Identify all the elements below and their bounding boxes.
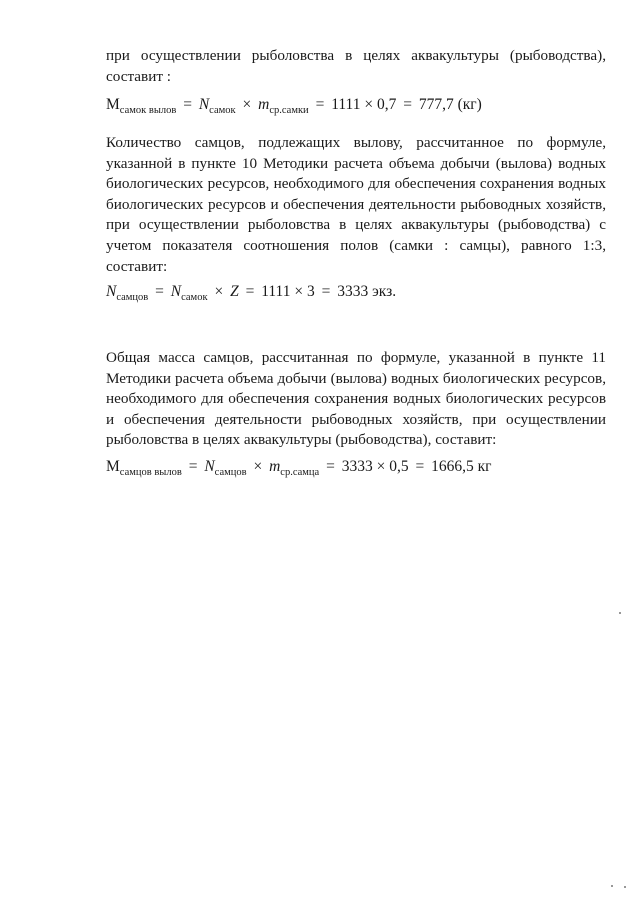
formula-female-mass <box>106 96 482 114</box>
formula-male-count <box>106 283 396 301</box>
formula-variable-n: N <box>204 458 215 475</box>
formula-variable-m: m <box>269 458 281 475</box>
formula-lhs-subscript: самок вылов <box>119 105 177 116</box>
paragraph-male-mass: Общая масса самцов, рассчитанная по формуле, указанной в пункте 11 Методики расчета объема добычи (вылова) водных биологических ресурсов, необходимого для обеспечения сохранения водных биологических ресурсов и обеспечения деятельности рыбоводных хозяйств, при осуществлении рыболовства в целях аквакультуры (рыбоводства), составит: <box>106 349 606 449</box>
paragraph-intro-continuation: при осуществлении рыболовства в целях аквакультуры (рыбоводства), составит : <box>106 47 606 85</box>
formula-lhs: М <box>106 96 120 113</box>
equals-sign: = <box>245 283 255 300</box>
scan-artifact-dot <box>619 612 621 614</box>
equals-sign: = <box>326 458 335 475</box>
equals-sign: = <box>415 458 425 475</box>
formula-variable-m: m <box>258 96 270 113</box>
formula-result: 1666,5 <box>431 458 474 475</box>
formula-result: 3333 <box>337 283 369 300</box>
formula-variable-m-subscript: ср.самки <box>269 105 309 116</box>
formula-variable-n-subscript: самцов <box>214 467 247 478</box>
equals-sign: = <box>183 96 192 113</box>
formula-variable-n-subscript: самок <box>181 292 208 303</box>
formula-result: 777,7 <box>418 96 454 113</box>
paragraph-male-count: Количество самцов, подлежащих вылову, рассчитанное по формуле, указанной в пункте 10 Методики расчета объема добычи (вылова) водных биологических ресурсов, необходимого для обеспечения сохранения водных биологических ресурсов и обеспечения деятельности рыбоводных хозяйств, при осуществлении рыболовства в целях аквакультуры (рыбоводства) с учетом показателя соотношения полов (самки : самцы), равного 1:3, составит: <box>106 134 606 275</box>
formula-variable-z: Z <box>230 283 239 300</box>
formula-variable-n: N <box>198 96 210 113</box>
scan-artifact-dot <box>624 886 626 888</box>
formula-lhs: N <box>106 283 117 300</box>
formula-variable-n: N <box>170 283 182 300</box>
formula-value-expression: 3333 × 0,5 <box>341 458 409 475</box>
formula-lhs: М <box>106 458 120 475</box>
equals-sign: = <box>155 283 164 300</box>
multiply-sign: × <box>253 458 263 475</box>
scan-artifact-dot <box>611 885 613 887</box>
formula-lhs-subscript: самцов вылов <box>119 467 182 478</box>
formula-value-expression: 1111 × 3 <box>261 283 315 300</box>
equals-sign: = <box>321 283 331 300</box>
equals-sign: = <box>403 96 412 113</box>
formula-unit: (кг) <box>457 96 482 113</box>
multiply-sign: × <box>214 283 224 300</box>
formula-unit: экз. <box>372 283 397 300</box>
formula-variable-m-subscript: ср.самца <box>280 467 320 478</box>
formula-variable-n-subscript: самок <box>209 105 236 116</box>
formula-lhs-subscript: самцов <box>116 292 149 303</box>
multiply-sign: × <box>242 96 252 113</box>
formula-unit: кг <box>477 458 492 475</box>
formula-male-mass <box>106 458 491 476</box>
equals-sign: = <box>188 458 198 475</box>
equals-sign: = <box>315 96 325 113</box>
formula-value-expression: 1111 × 0,7 <box>331 96 397 113</box>
